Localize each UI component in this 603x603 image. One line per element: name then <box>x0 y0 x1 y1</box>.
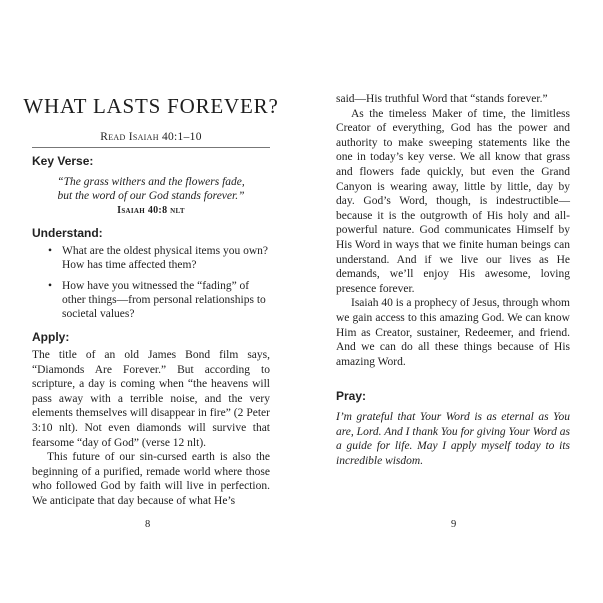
understand-heading: Understand: <box>32 226 103 240</box>
paragraph: As the timeless Maker of time, the limitless Creator of everything, God has the power and authority to make sweeping statements like the one in today’s key verse. We all know that grass and flowers fade quickly, but even the Grand Canyon is wearing away, little by little, day by day. God’s Word, though, is indestructible—because it is the outgrowth of His holy and all-powerful nature. God communicates Himself by His Word in ways that we finite human beings can understand. And if we live our lives as He demands, we’ll enjoy His awesome, loving presence forever. <box>336 107 570 295</box>
right-body <box>336 92 570 369</box>
apply-heading: Apply: <box>32 330 70 344</box>
paragraph: The title of an old James Bond film says, “Diamonds Are Forever.” But according to scripture, a day is coming when “the heavens will pass away with a terrible noise, and the very elements themselves will disappear in fire” (2 Peter 3:10 nlt). Not even diamonds will survive that fearsome “day of God” (verse 12 nlt). <box>32 349 270 449</box>
key-verse-line: but the word of our God stands forever.” <box>57 190 245 202</box>
key-verse-line: “The grass withers and the flowers fade, <box>57 176 245 188</box>
paragraph: Isaiah 40 is a prophecy of Jesus, through whom we gain access to this amazing God. We can know Him as Creator, sustainer, Redeemer, and friend. And we can do all these things because of His amazing Word. <box>336 297 570 368</box>
list-item: • How have you witnessed the “fading” of other things—from personal relationships to societal values? <box>48 279 270 321</box>
key-verse-text <box>36 175 266 203</box>
key-verse-reference: Isaiah 40:8 nlt <box>117 205 185 216</box>
paragraph: said—His truthful Word that “stands forever.” <box>336 93 548 105</box>
page-number: 9 <box>451 519 457 530</box>
apply-body <box>32 348 270 509</box>
key-verse-heading: Key Verse: <box>32 154 94 168</box>
scripture-reading: Read Isaiah 40:1–10 <box>100 131 202 143</box>
list-item: • What are the oldest physical items you own? How has time affected them? <box>48 244 270 272</box>
title-divider <box>32 147 270 148</box>
understand-list <box>48 244 270 328</box>
prayer-text: I’m grateful that Your Word is as eternal as You are, Lord. And I thank You for giving Your Word as a guide for life. May I apply myself today to its incredible wisdom. <box>336 411 570 467</box>
paragraph: This future of our sin-cursed earth is also the beginning of a purified, remade world where those who followed God by faith will live in perfection. We anticipate that day because of what He’s <box>32 451 270 507</box>
devotion-title: WHAT LASTS FOREVER? <box>23 94 279 118</box>
pray-heading: Pray: <box>336 389 367 403</box>
page-number: 8 <box>145 519 151 530</box>
